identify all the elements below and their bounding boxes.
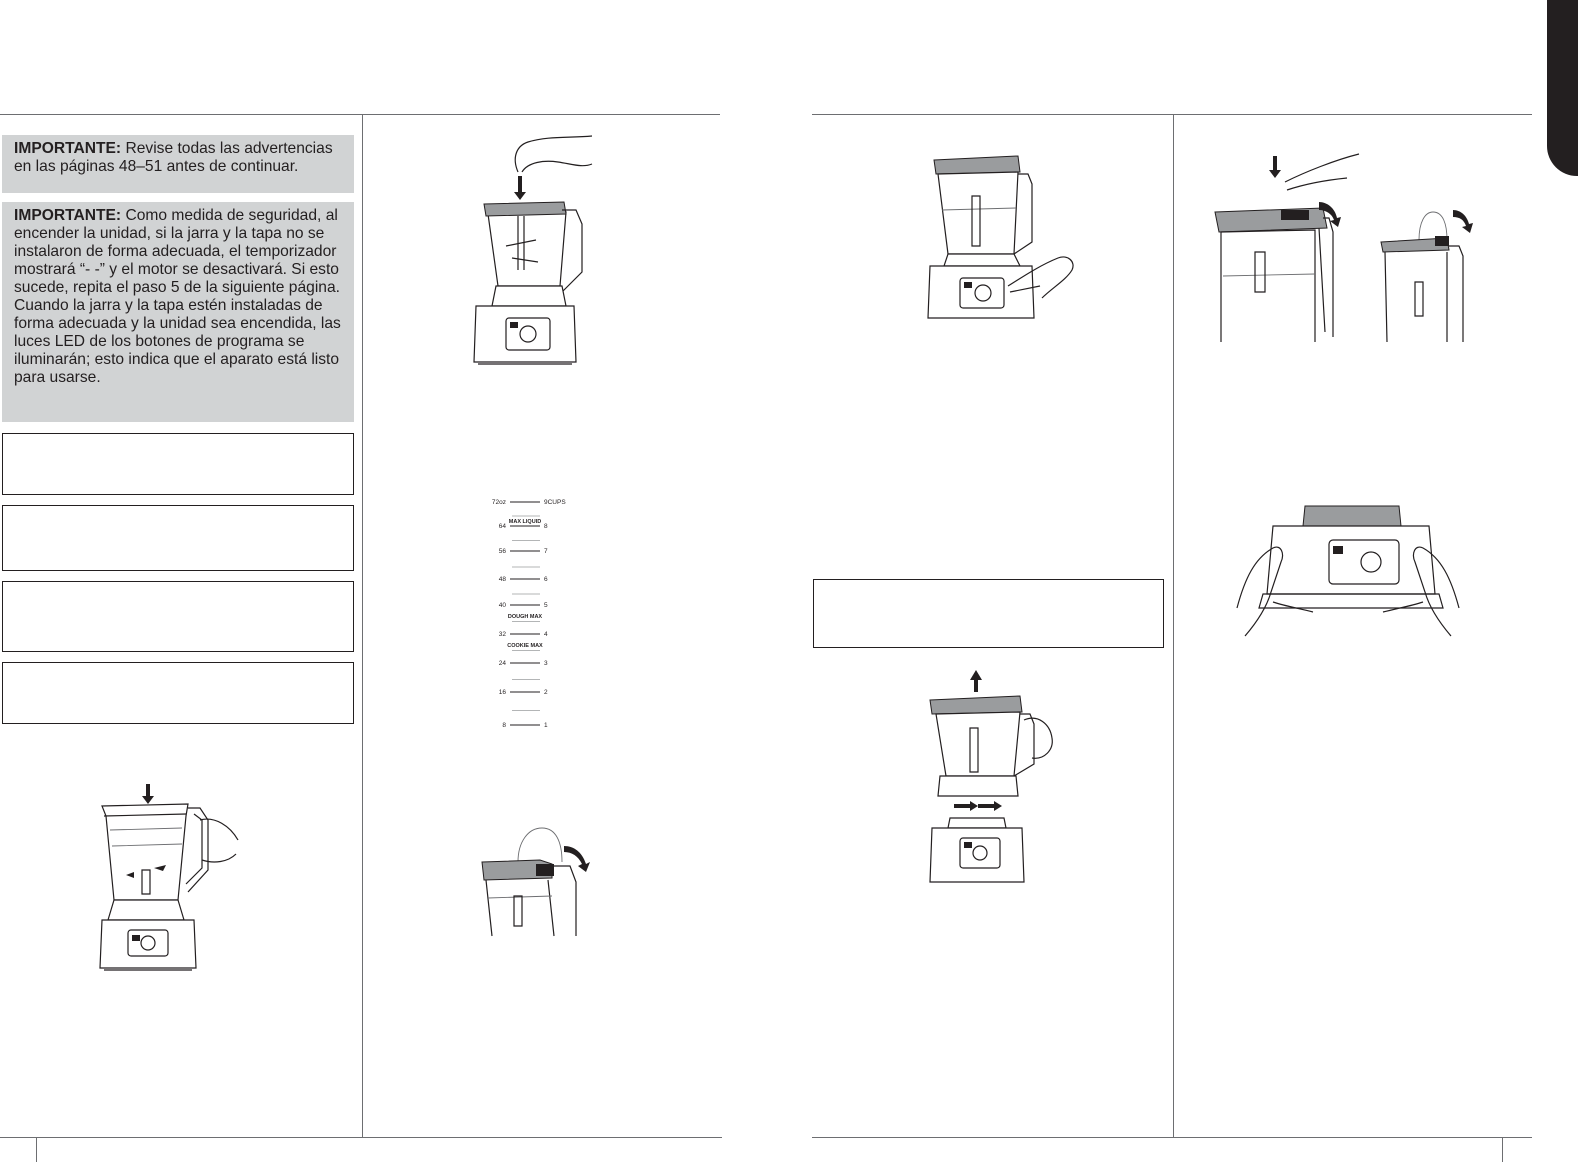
scale-cups-label: 2 [544,689,548,696]
empty-text-box-4 [2,662,354,724]
top-rule-left [0,114,720,115]
scale-max-liquid-label: MAX LIQUID [508,519,542,525]
insert-blade-illustration [466,136,596,376]
scale-oz-label: 8 [502,722,506,729]
scale-cups-label: 5 [544,602,548,609]
scale-cups-label: 3 [544,660,548,667]
carry-base-illustration [1233,498,1463,643]
footer-tick-right [1502,1137,1503,1162]
measurement-scale [476,496,606,746]
scale-oz-label: 32 [498,631,506,638]
language-thumb-tab [1547,0,1578,176]
scale-oz-label: 72oz [491,499,506,506]
scale-cups-label: 8 [544,523,548,530]
scale-cups-label: 7 [544,548,548,555]
scale-oz-label: 64 [498,523,506,530]
column-divider-left [362,114,363,1137]
lid-lock-illustration [478,826,608,941]
footer-tick-left [36,1137,37,1162]
scale-oz-label: 16 [498,689,506,696]
scale-cups-label: 4 [544,631,548,638]
empty-text-box-2 [2,505,354,571]
empty-text-box-5 [813,579,1164,648]
column-divider-right [1173,114,1174,1137]
note-text: Revise todas las advertencias en las páginas 48–51 antes de continuar. [14,140,333,175]
empty-text-box-1 [2,433,354,495]
jar-on-base-illustration [90,780,250,985]
bottom-rule-left [0,1137,722,1138]
bottom-rule-right [812,1137,1532,1138]
note-label: IMPORTANTE: [14,140,122,157]
scale-cups-label: 9CUPS [544,499,566,506]
scale-dough-max-label: DOUGH MAX [507,614,543,620]
empty-text-box-3 [2,581,354,652]
scale-cups-label: 1 [544,722,548,729]
remove-jar-illustration [928,668,1068,893]
scale-oz-label: 56 [498,548,506,555]
note-label: IMPORTANTE: [14,207,122,224]
top-rule-right [812,114,1532,115]
press-start-illustration [928,150,1088,325]
scale-cups-label: 6 [544,576,548,583]
scale-oz-label: 24 [498,660,506,667]
scale-oz-label: 48 [498,576,506,583]
note-text: Como medida de seguridad, al encender la unidad, si la jarra y la tapa no se instalaron de forma adecuada, el temporizador mostrará “- -” y el motor se desactivará. Si esto sucede, repita el paso 5 de la siguiente página. Cuando la jarra y la tapa estén instaladas de forma adecuada y la unidad sea encendida, las luces LED de los botones de programa se iluminarán; esto indica que el aparato está listo para usarse. [14,207,341,386]
important-note-safety [2,202,354,422]
important-note-warnings [2,135,354,193]
scale-oz-label: 40 [498,602,506,609]
scale-cookie-max-label: COOKIE MAX [507,643,543,649]
unlock-lid-illustration [1215,152,1495,347]
